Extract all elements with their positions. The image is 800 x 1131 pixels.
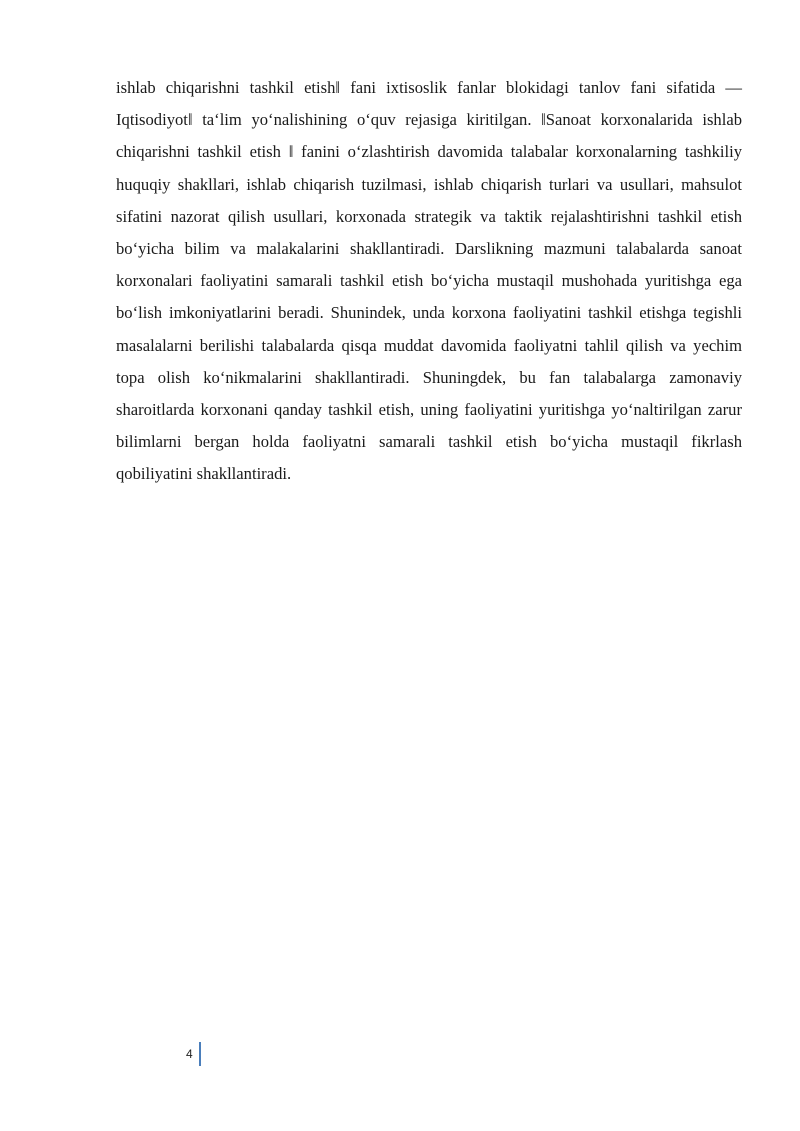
- footer-vertical-rule: [199, 1042, 201, 1066]
- page-number: 4: [186, 1047, 193, 1061]
- page-footer: [186, 1042, 201, 1066]
- body-paragraph: ishlab chiqarishni tashkil etish‖ fani ixtisoslik fanlar blokidagi tanlov fani sifatida —Iqtisodiyot‖ ta‘lim yo‘nalishining o‘quv rejasiga kiritilgan. ‖Sanoat korxonalarida ishlab chiqarishni tashkil etish ‖ fanini o‘zlashtirish davomida talabalar korxonalarning tashkiliy huquqiy shakllari, ishlab chiqarish tuzilmasi, ishlab chiqarish turlari va usullari, mahsulot sifatini nazorat qilish usullari, korxonada strategik va taktik rejalashtirishni tashkil etish bo‘yicha bilim va malakalarini shakllantiradi. Darslikning mazmuni talabalarda sanoat korxonalari faoliyatini samarali tashkil etish bo‘yicha mustaqil mushohada yuritishga ega bo‘lish imkoniyatlarini beradi. Shunindek, unda korxona faoliyatini tashkil etishga tegishli masalalarni berilishi talabalarda qisqa muddat davomida faoliyatni tahlil qilish va yechim topa olish ko‘nikmalarini shakllantiradi. Shuningdek, bu fan talabalarga zamonaviy sharoitlarda korxonani qanday tashkil etish, uning faoliyatini yuritishga yo‘naltirilgan zarur bilimlarni bergan holda faoliyatni samarali tashkil etish bo‘yicha mustaqil fikrlash qobiliyatini shakllantiradi.: [116, 78, 742, 484]
